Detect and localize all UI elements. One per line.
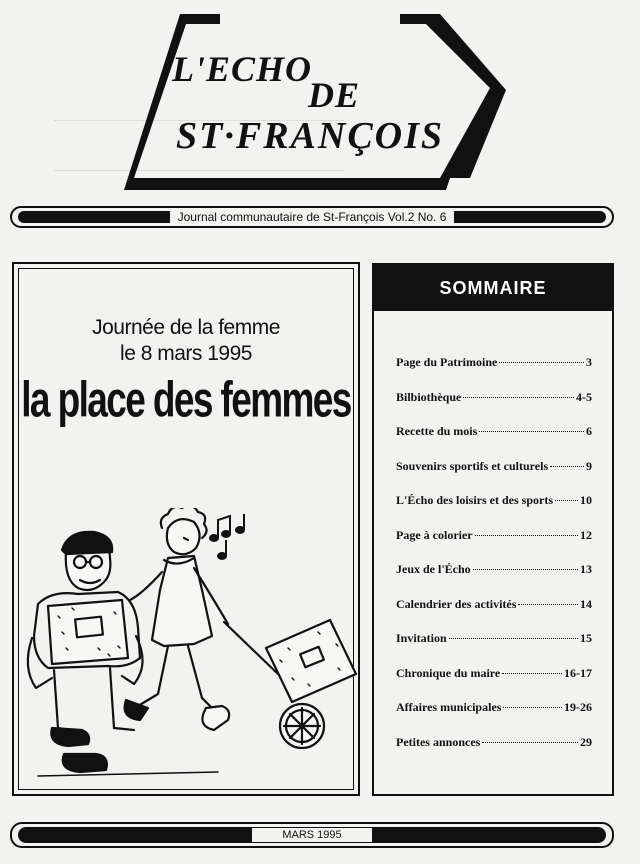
sommaire-item-leader-dots <box>475 535 578 536</box>
sommaire-item-title: Jeux de l'Écho <box>396 562 471 576</box>
sommaire-item-leader-dots <box>555 500 578 501</box>
sommaire-item-leader-dots <box>463 397 574 398</box>
music-notes-icon <box>210 514 244 559</box>
sommaire-item-page: 6 <box>586 424 592 438</box>
sommaire-item <box>396 355 592 390</box>
sommaire-item-title: Bilbiothèque <box>396 389 462 404</box>
cover-panel <box>12 262 360 796</box>
sommaire-item <box>396 700 592 735</box>
sommaire-item-page: 3 <box>586 355 592 369</box>
sommaire-item-page: 16-17 <box>564 665 592 680</box>
sommaire-item-title: Invitation <box>396 631 447 645</box>
sommaire-item-page: 19-26 <box>564 700 592 714</box>
masthead <box>120 10 510 190</box>
sommaire-list <box>396 355 592 769</box>
sommaire-item-leader-dots <box>479 431 584 432</box>
sommaire-title: SOMMAIRE <box>374 265 612 311</box>
sommaire-item-leader-dots <box>503 707 562 708</box>
sommaire-item-title: Page à colorier <box>396 527 473 542</box>
sommaire-item <box>396 459 592 494</box>
sommaire-item-leader-dots <box>482 742 578 743</box>
sommaire-item-title: Recette du mois <box>396 424 478 438</box>
sommaire-item <box>396 424 592 459</box>
man-and-woman-carrying-cart-illustration <box>18 508 358 796</box>
sommaire-item-leader-dots <box>518 604 578 605</box>
masthead-line2: DE <box>308 75 361 115</box>
header-bar-text: Journal communautaire de St-François Vol.2 No. 6 <box>170 210 455 224</box>
sommaire-item-page: 29 <box>580 734 592 749</box>
sommaire-item-leader-dots <box>499 362 584 363</box>
sommaire-item-page: 9 <box>586 458 592 473</box>
sommaire-item-leader-dots <box>550 466 584 467</box>
masthead-line1: L'ECHO <box>172 49 313 89</box>
sommaire-item-page: 15 <box>580 631 592 645</box>
cover-line1: Journée de la femme <box>92 316 280 339</box>
cover-headline: la place des femmes <box>21 372 351 428</box>
header-bar <box>10 206 614 228</box>
sommaire-item <box>396 597 592 632</box>
sommaire-item-leader-dots <box>473 569 578 570</box>
sommaire-item-page: 10 <box>580 493 592 507</box>
cover-line2: le 8 mars 1995 <box>120 342 252 365</box>
sommaire-item <box>396 735 592 770</box>
sommaire-item-title: Calendrier des activités <box>396 596 517 611</box>
sommaire-item-title: Page du Patrimoine <box>396 355 498 369</box>
footer-bar <box>10 822 614 848</box>
sommaire-item-page: 14 <box>580 596 592 611</box>
sommaire-item-title: Chronique du maire <box>396 665 501 680</box>
sommaire-item <box>396 390 592 425</box>
sommaire-item <box>396 562 592 597</box>
sommaire-item-title: L'Écho des loisirs et des sports <box>396 493 554 507</box>
sommaire-item-title: Petites annonces <box>396 734 481 749</box>
sommaire-item-page: 4-5 <box>576 389 592 404</box>
sommaire-item <box>396 631 592 666</box>
sommaire-item-title: Affaires municipales <box>396 700 502 714</box>
sommaire-item <box>396 666 592 701</box>
sommaire-item-title: Souvenirs sportifs et culturels <box>396 458 549 473</box>
sommaire-item-leader-dots <box>449 638 578 639</box>
sommaire-panel <box>372 263 614 796</box>
masthead-line3: ST·FRANÇOIS <box>176 115 445 157</box>
sommaire-item <box>396 493 592 528</box>
sommaire-item-page: 13 <box>580 562 592 576</box>
sommaire-item-leader-dots <box>502 673 562 674</box>
sommaire-item-page: 12 <box>580 527 592 542</box>
footer-bar-text: MARS 1995 <box>252 828 371 842</box>
sommaire-item <box>396 528 592 563</box>
